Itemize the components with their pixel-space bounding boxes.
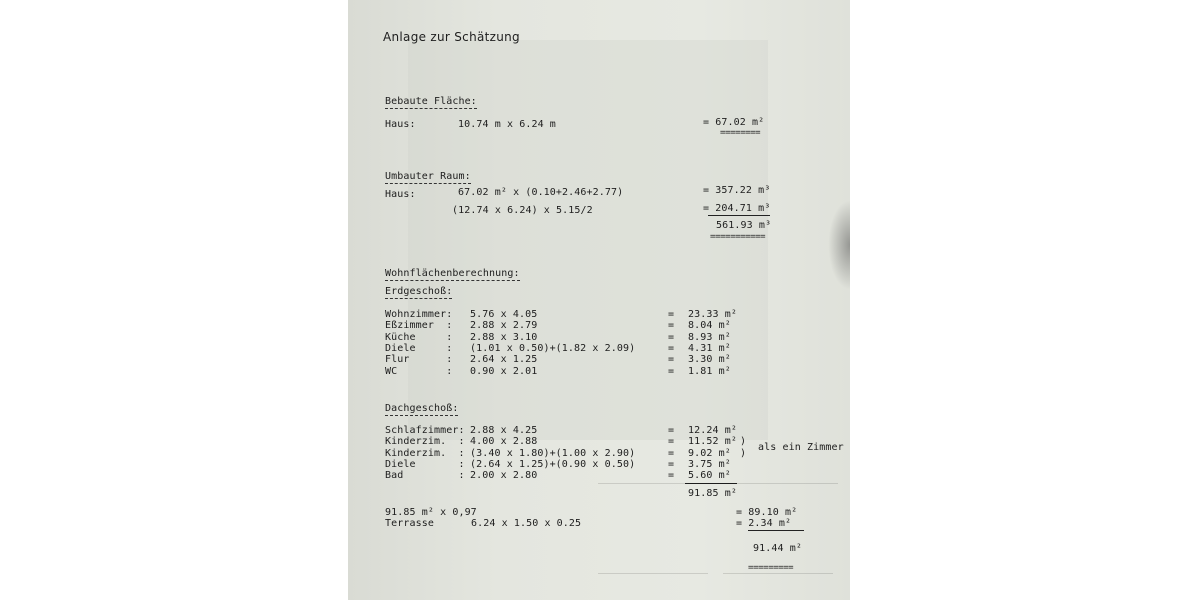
umbauter-total: 561.93 m³ (716, 220, 772, 231)
row-equals: = (668, 354, 675, 366)
row-result: 1.81 m² (688, 365, 731, 377)
row-result: 3.75 m² (688, 458, 731, 470)
row-equals: = (668, 436, 675, 448)
zimmer-note: als ein Zimmer (758, 442, 844, 453)
row-formula: 2.88 x 3.10 (470, 331, 538, 343)
bebaute-formula: 10.74 m x 6.24 m (458, 119, 556, 130)
row-label: Diele : (385, 458, 465, 470)
reduction-label: 91.85 m² x 0,97 (385, 507, 477, 518)
row-label: WC : (385, 365, 453, 377)
document-title: Anlage zur Schätzung (383, 30, 520, 44)
row-formula: (3.40 x 1.80)+(1.00 x 2.90) (470, 447, 636, 459)
row-result: 8.93 m² (688, 331, 731, 343)
umbauter-result-2: = 204.71 m³ (703, 203, 771, 214)
row-formula: 4.00 x 2.88 (470, 436, 538, 448)
section-heading-umbauter: Umbauter Raum: (385, 171, 471, 182)
bebaute-double-underline: ======== (720, 128, 761, 138)
row-result: 11.52 m² (688, 436, 737, 448)
terrasse-formula: 6.24 x 1.50 x 0.25 (471, 518, 582, 529)
row-label: Küche : (385, 331, 453, 343)
row-formula: 2.00 x 2.80 (470, 470, 538, 482)
bleed-line (723, 573, 833, 574)
final-double-underline: ========= (748, 563, 794, 573)
row-brace: ) (740, 436, 747, 448)
row-result: 9.02 m² (688, 447, 731, 459)
row-formula: 2.88 x 2.79 (470, 320, 538, 332)
row-result: 4.31 m² (688, 342, 731, 354)
row-formula: (1.01 x 0.50)+(1.82 x 2.09) (470, 342, 636, 354)
row-result: 12.24 m² (688, 425, 737, 436)
row-label: Diele : (385, 342, 453, 354)
subheading-dachgeschoss: Dachgeschoß: (385, 403, 459, 414)
row-formula: (2.64 x 1.25)+(0.90 x 0.50) (470, 458, 636, 470)
row-result: 23.33 m² (688, 309, 737, 320)
row-label: Eßzimmer : (385, 320, 453, 332)
final-total: 91.44 m² (753, 543, 802, 554)
row-equals: = (668, 309, 675, 320)
row-equals: = (668, 447, 675, 459)
terrasse-result: = 2.34 m² (736, 518, 792, 529)
dachgeschoss-sum: 91.85 m² (688, 488, 737, 499)
row-equals: = (668, 342, 675, 354)
row-result: 3.30 m² (688, 354, 731, 366)
bleed-line (598, 573, 708, 574)
row-formula: 2.88 x 4.25 (470, 425, 538, 436)
row-label: Bad : (385, 470, 465, 482)
reduction-result: = 89.10 m² (736, 507, 798, 518)
row-formula: 5.76 x 4.05 (470, 309, 538, 320)
row-label: Flur : (385, 354, 453, 366)
umbauter-sum-rule (708, 215, 770, 216)
umbauter-formula-2: (12.74 x 6.24) x 5.15/2 (452, 205, 593, 216)
bleed-line (598, 483, 838, 484)
section-heading-bebaute: Bebaute Fläche: (385, 96, 477, 107)
row-result: 5.60 m² (688, 470, 731, 482)
bebaute-result: = 67.02 m² (703, 117, 765, 128)
row-result: 8.04 m² (688, 320, 731, 332)
row-label: Wohnzimmer: (385, 309, 453, 320)
final-sum-rule (748, 530, 804, 531)
row-label: Kinderzim. : (385, 447, 465, 459)
document-page (348, 0, 850, 600)
row-formula: 0.90 x 2.01 (470, 365, 538, 377)
bebaute-label: Haus: (385, 119, 416, 130)
row-label: Kinderzim. : (385, 436, 465, 448)
page-shadow (828, 200, 850, 290)
row-brace: ) (740, 447, 747, 459)
row-equals: = (668, 458, 675, 470)
row-equals: = (668, 425, 675, 436)
terrasse-label: Terrasse (385, 518, 434, 529)
section-heading-wohnflaeche: Wohnflächenberechnung: (385, 268, 520, 279)
umbauter-formula-1: 67.02 m² x (0.10+2.46+2.77) (458, 187, 624, 198)
row-equals: = (668, 365, 675, 377)
row-equals: = (668, 331, 675, 343)
umbauter-result-1: = 357.22 m³ (703, 185, 771, 196)
subheading-erdgeschoss: Erdgeschoß: (385, 286, 453, 297)
umbauter-label: Haus: (385, 189, 416, 200)
umbauter-double-underline: =========== (710, 232, 766, 242)
row-formula: 2.64 x 1.25 (470, 354, 538, 366)
row-label: Schlafzimmer: (385, 425, 465, 436)
row-equals: = (668, 470, 675, 482)
row-equals: = (668, 320, 675, 332)
